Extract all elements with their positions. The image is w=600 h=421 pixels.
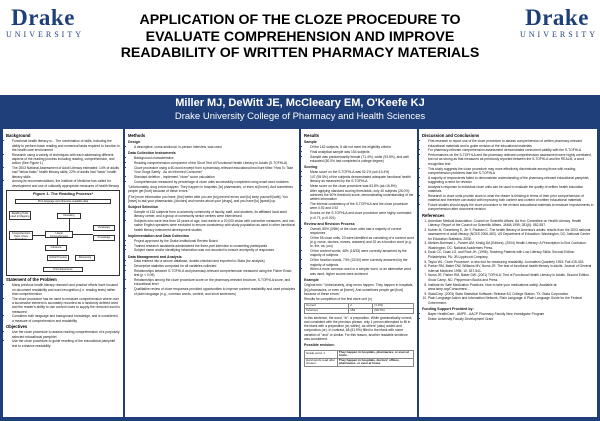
- logo-wordmark: Drake: [11, 5, 75, 30]
- objectives-list: [6, 330, 120, 348]
- poster-header: [0, 0, 600, 95]
- reference-item: 2. Kutner M, Greenberg E, Jin Y, Paulsen C. The health literacy of America's adults: results from the 2003 national assessment of adult literacy (NCES 2006-483). US Department of Education. Washington, DC: National Center for Education Statistics, 2006.: [428, 228, 594, 241]
- section-heading: Background: [6, 133, 31, 138]
- figure-box: Comprehension Tools: Cloze Procedure: [9, 231, 33, 240]
- poster-body: [0, 125, 600, 421]
- revision-table: [304, 350, 414, 367]
- section-heading: Discussion and Conclusions: [422, 133, 480, 138]
- list-item: • Sample of 162 subjects from a university community of faculty, staff, and students, its affiliated local adult literacy center, and a group of community senior centers were interviewed: [134, 210, 296, 219]
- figure-box: Knowledge: [93, 235, 115, 241]
- list-item: • Use the cloze procedure to guide rewriting of the educational pamphlet text to enhance readability: [12, 339, 120, 348]
- analysis-list: [128, 259, 296, 295]
- authors: Miller MJ, DeWitt JE, McCleeary EM, O'Keefe KJ: [175, 97, 425, 109]
- drake-logo-left: [6, 5, 84, 39]
- author-band: [0, 95, 600, 125]
- figure-box: Decoding: [57, 213, 81, 219]
- subject-list: [128, 210, 296, 232]
- list-item: • Functional health literacy is... The combination of skills, including the ability to perform basic reading and numerical tasks required to function in the health care environment: [12, 139, 120, 152]
- subsection-heading: Scoring: [304, 165, 318, 170]
- list-item: • Considers both language and background knowledge, and is considered a measure of comprehension and readability: [12, 314, 120, 323]
- list-item: • Standard deletion - Implement "cloze" score calculation: [134, 175, 296, 179]
- subsection-heading: Data Collection Instruments: [128, 151, 176, 156]
- references-list: [422, 219, 594, 305]
- poster-title: [84, 12, 516, 62]
- list-item: • Subjects who were less than 18 years of age, had reside in a 20,000 vision with corrective measures, and non-native English speakers were excluded to ensure consistency with study population as used in other functional health literacy instrument development studies: [134, 219, 296, 232]
- list-item: • Scores on the S-TOFHLA and cloze procedure were highly correlated (r=0.71, p<0.001): [310, 211, 414, 220]
- section-heading: Methods: [128, 133, 146, 138]
- list-item: • Research using a variety of techniques with each addressing different aspects of the reading process including reading, comprehension, and action (See Figure 1): [12, 153, 120, 166]
- list-item: • Sample was predominantly female (71.4%), white (93.5%), and well educated (50.0% had completed a college degree): [310, 155, 414, 164]
- reading-process-figure: [6, 190, 120, 276]
- section-heading: Results: [304, 133, 320, 138]
- discussion-list: [422, 139, 594, 211]
- list-item: • Among its recommendations, the Institute of Medicine has called for development and use of culturally appropriate measures of health literacy: [12, 179, 120, 188]
- reference-item: 7. Nurss JR, Parker RM, Baker DW. (2001) TOFHLA: Test of Functional Health Literacy in Adults. Second Edition. Snow Camp, NC: Peppercorn Books and Press.: [428, 273, 594, 282]
- list-item: • Overall, 65% (3/5th) of the cloze units had a majority of correct responses: [310, 227, 414, 236]
- cloze-excerpt: "Unfortunately, drug errors happen. They happen in hospitals, [in] pharmacies, or even at [home]. And sometimes people get [hurt] because of these errors.": [128, 184, 293, 194]
- reference-item: 10. Plain Language Action and Information Network, Plain Language: A Plain Language Guide for the Federal Government.: [428, 296, 594, 305]
- scoring-list: [304, 170, 414, 220]
- figure-box: Global Process: [47, 255, 69, 261]
- figure-box: Prior Experience: [43, 267, 83, 272]
- list-item: • This study suggests the cloze procedure may more effectively discriminate among those with reading comprehension problems than the S-TOFHLA: [428, 167, 594, 176]
- list-item: • Research to cloze units provide clues to what the reader is thinking in terms of their prior comprehension of material and therefore can assist with improving both content and context of written educational materials: [428, 194, 594, 203]
- table-row: Hard words read after chosen: They happen in hospitals, doctors' offices, pharmacies, or even at home.: [305, 358, 414, 366]
- list-item: • When a more common word or a simpler word, or an alternative word was used, higher scores were achieved: [310, 267, 414, 276]
- reference-item: 9. StataCorp. (2003) Stata Statistical Software: Release 8.0 College Station, TX: Stata Corporation.: [428, 292, 594, 296]
- subsection-heading: Possible revision:: [304, 343, 335, 348]
- list-item: • Of the function words, 73% (22/30) were correctly answered by the majority of subjects: [310, 258, 414, 267]
- section-heading: Statement of the Problem: [6, 277, 57, 283]
- subsection-heading: Sample: [304, 140, 317, 145]
- table-row: Correct 2 (1.3%): [305, 304, 414, 309]
- list-item: • Mean score on the cloze procedure was 63.8% (sd=16.5%): [310, 184, 414, 188]
- list-item: • Background characteristics: [134, 156, 296, 160]
- drake-logo-right: [520, 5, 598, 39]
- list-item: • The cloze procedure has be used to measure comprehension where over a successive element is accurately recorded as a randomly deleted word and the reader's ability to use context clues to supply the removed word is measured: [12, 297, 120, 314]
- reference-item: 4. Doak CC, Doak LG, and Root JH. (1996). Teaching Patients with Low Literacy Skills. Second Edition. Philadelphia, PA: JB Lippincott Company.: [428, 250, 594, 259]
- subsection-heading: Design: [128, 140, 140, 145]
- list-item: • Final analytical sample was 154 subjects: [310, 150, 414, 154]
- list-item: • Trained research assistants administered the three-part interview to consenting participants: [134, 244, 296, 248]
- reference-item: 3. Nielsen-Bohlman L, Panzer AM, Kindig DA (Editors). (2004) Health Literacy: A Prescription to End Confusion. Washington, DC: National Academies Press.: [428, 241, 594, 250]
- reference-item: 8. Institute for Safe Medication Practices. How to take your medications safely. Available at: www.ismp.org/Consumers/...: [428, 283, 594, 292]
- list-item: • Use the cloze procedure to assess reading comprehension of a purposely selected educational pamphlet: [12, 330, 120, 339]
- list-item: • A descriptive, cross-sectional, in-person interview, was used: [134, 145, 296, 149]
- subsection-heading: Review and Revision Process: [304, 221, 355, 226]
- list-item: • Descriptive statistics computed for all variables collected: [134, 264, 296, 268]
- title-line: APPLICATION OF THE CLOZE PROCEDURE TO: [139, 12, 461, 28]
- list-item: • Performances on the S-TOFHLA and the pharmacy relevant comprehension assessment were highly correlated, but not as strong as that measured as previously reported between the S-TOFHLA and the REALM, a word recognition test: [428, 153, 594, 166]
- column-background: [3, 129, 123, 417]
- list-item: • Mean score on the S-TOFHLA was 92.1% (sd=13.4%): [310, 170, 414, 174]
- section-heading: References: [422, 212, 445, 218]
- logo-subtitle: UNIVERSITY: [6, 30, 84, 39]
- subsection-heading: Funding Support Provided by:: [422, 306, 474, 311]
- list-item: • A majority of respondents failed to demonstrate understanding of the pharmacy-relevant educational pamphlet, suggesting a need for revision: [428, 176, 594, 185]
- implementation-list: [128, 239, 296, 253]
- subsection-heading: Subject Selection: [128, 205, 158, 210]
- list-item: • Data entered into a secure database, double-checked and exported to Stata (for analysis): [134, 259, 296, 263]
- list-item: • Future studies should apply the cloze procedure to the revised educational materials to measure improvements in comprehension after document revision: [428, 203, 594, 212]
- figure-title: Figure 1. The Reading Process*: [32, 191, 94, 197]
- column-discussion: [419, 129, 597, 417]
- figure-box: Print language and otherwise available data: [15, 199, 111, 204]
- affiliation: Drake University College of Pharmacy and Health Sciences: [174, 111, 426, 122]
- review-list: [304, 227, 414, 276]
- list-item: • For pharmacy-relevant comprehension assessment demonstrated concurrent validity with the S-TOFHLA: [428, 148, 594, 152]
- list-item: • First research to report use of the cloze procedure to assess comprehension of written pharmacy-relevant educational materials and to guide revision of the educational materials: [428, 139, 594, 148]
- funding-list: [422, 312, 594, 321]
- title-line: EVALUATE COMPREHENSION AND IMPROVE: [145, 28, 455, 45]
- reference-item: 1. American Medical Association. Council on Scientific Affairs. Ad Hoc Committee on Health Literacy. Health Literacy: Report of the Council on Scientific Affairs. JAMA 1999; 281(6): 552-557.: [428, 219, 594, 228]
- list-item: • The 2003 National Assessment of Adult Literacy estimated: 14% of adults had "below basic" health literacy skills; 22% of adults had "basic" health literacy skills: [12, 166, 120, 179]
- subsection-heading: Data Management and Analysis: [128, 254, 182, 259]
- list-item: • Subject name and/or identifying information was not recorded to ensure anonymity of responses: [134, 248, 296, 252]
- figure-box: Reading Tools used in Mapping: [10, 212, 30, 219]
- sample-list: [304, 145, 414, 163]
- logo-wordmark: Drake: [525, 5, 589, 30]
- reference-item: 6. Parker RM, Baker DW, Williams MV, Nurss JR. The test of functional health literacy in adults. Journal of General Internal Medicine 1995; 10: 537-541.: [428, 264, 594, 273]
- section-heading: Objectives: [6, 324, 28, 330]
- problem-list: [6, 283, 120, 323]
- list-item: • Cloze procedure using a 60-word excerpt from a pharmacy-relevant educational brochure titled "How To Take Your Drugs Safely - As an Informed Consumer": [134, 166, 296, 175]
- table-row: Grade word: 1 They happen in hospitals, pharmacies, or even at home.: [305, 350, 414, 358]
- reference-item: 5. Taylor WL. Cloze Procedure: a new tool for measuring readability. Journalism Quarterly 1953; Fall 415-433.: [428, 260, 594, 264]
- instruments-list: [128, 156, 296, 184]
- list-item: • Qualitative review of cloze responses provided opportunities to improve content readability and used principles of plain language (e.g., common words, context, and short sentences): [134, 287, 296, 296]
- background-list: [6, 139, 120, 188]
- title-line: READABILITY OF WRITTEN PHARMACY MATERIALS: [120, 45, 480, 61]
- list-item: • Drake University Faculty Development Grant: [428, 317, 594, 321]
- list-item: • Of the 162 subjects, 8 did not meet the eligibility criteria: [310, 145, 414, 149]
- list-item: • Relationships between S-TOFHLA and pharmacy-relevant comprehension measured using the Fisher Exact test (p < 0.05): [134, 269, 296, 278]
- figure-box: Inference: [45, 245, 67, 251]
- list-item: • The internal consistency of the S-TOFHLA and the cloze procedure were 0.92 and 0.92: [310, 202, 414, 211]
- subsection-heading: Implementation and Data Collection: [128, 233, 190, 238]
- figure-box: Literal Comprehension: [45, 231, 73, 238]
- list-item: • After applying standard scoring thresholds, only 40 subjects (26.0%) achieved the 60% threshold score, demonstrating understanding of the written information: [310, 189, 414, 202]
- figure-box: Vocabulary: [93, 225, 115, 231]
- list-item: • Of the content words, 48% (15/33) were correctly answered by the majority of subjects: [310, 249, 414, 258]
- list-item: • Bayer HealthCare - AMPE - AACP Pharmacy Faculty New Investigator Program: [428, 312, 594, 316]
- table-title: Results for completion of the first cloze unit (n): [304, 297, 372, 302]
- list-item: • 147 (95.5%) of the subjects demonstrated adequate functional health literacy as measured by the S-TOFHLA: [310, 175, 414, 184]
- table-row: Incorrect 152 (98.7%): [305, 308, 414, 313]
- logo-subtitle: UNIVERSITY: [520, 30, 598, 39]
- revision-note: In this sentence, the word, "in", a preposition. While grammatically correct, and consistent with the previous phrase, only 1 person attempted to fill in the blank with a preposition (at, within), as others' (also) added and conjunction (or). In contrast, 68 (61.9%) filled in the blank with some variation of "and" or similar. For this reason, another readable sentence was considered.: [304, 315, 413, 342]
- column-methods: [125, 129, 299, 417]
- figure-box: Reasoning: [75, 255, 95, 261]
- list-item: • Of the 55 cloze units, 23 were identified as consisting of a content word (e.g. nurse, doctors, nurses, answers) and 32 as a function word (e.g. to, the, as, you): [310, 236, 414, 249]
- list-item: • Project approved by the Drake Institutional Review Board: [134, 239, 296, 243]
- list-item: • Relationships among the cloze procedure score on the pharmacy-relevant brochure, S-TOFHLA score, and educational level: [134, 278, 296, 287]
- list-item: • Reading comprehension component of the Short Test of Functional Health Literacy in Adults (S-TOFHLA): [134, 161, 296, 165]
- column-results: [301, 129, 417, 417]
- cloze-results-table: [304, 303, 414, 313]
- list-item: • Many previous health literacy research and practice efforts have focused on document readability and word recognition (i.e. reading tests) rather than comprehension: [12, 283, 120, 296]
- cloze-excerpt: [The] more information you have, [the] better able you are [to] prevent errors and [to] keep yourself [safe]. You [have] to ask your pharmacists, [doctors] and nurses about your [drugs], and you have [to] [speak] up.: [128, 194, 288, 203]
- list-item: • Comprehension measured by percentage of cloze units successfully completed using exact word matches: [134, 180, 296, 184]
- original-text: Original text: "Unfortunately, drug errors happen. They happen in hospitals, [in] pharmacies, or even at [home]. And sometimes people get [hurt] because of these errors.": [304, 283, 414, 296]
- subsection-heading: Example: [304, 277, 319, 282]
- list-item: • Analysis's response to individual cloze units can be used to evaluate the quality of written health education materials: [428, 185, 594, 194]
